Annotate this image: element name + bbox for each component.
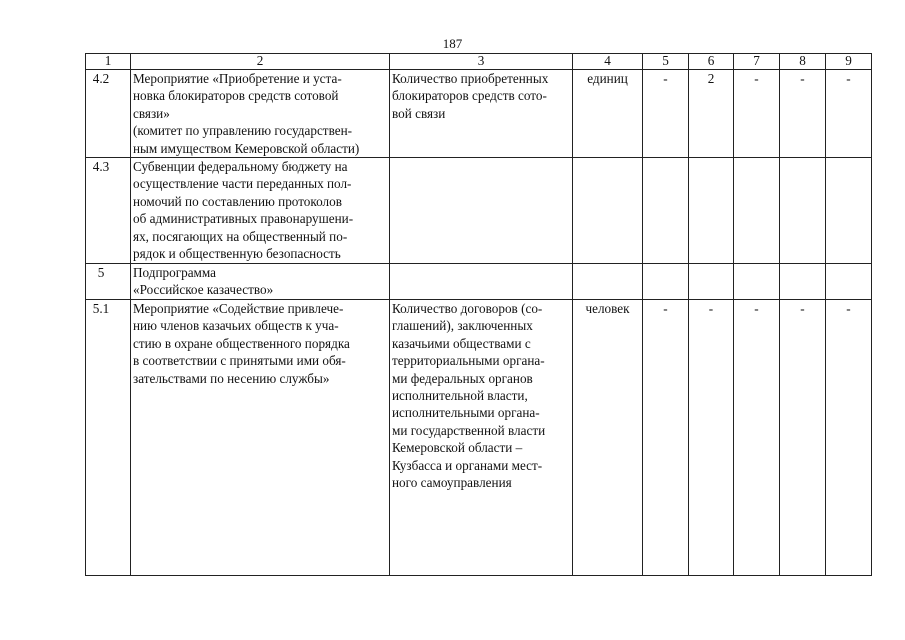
value-col5: - bbox=[643, 70, 689, 158]
indicator-description bbox=[390, 264, 573, 300]
value-col6 bbox=[689, 158, 734, 264]
unit-cell: единиц bbox=[573, 70, 643, 158]
header-cell-8: 8 bbox=[780, 54, 826, 70]
indicators-table bbox=[85, 53, 872, 576]
value-col9: - bbox=[826, 300, 872, 576]
header-cell-4: 4 bbox=[573, 54, 643, 70]
value-col5 bbox=[643, 264, 689, 300]
header-cell-5: 5 bbox=[643, 54, 689, 70]
measure-description: Мероприятие «Приобретение и уста- новка блокираторов средств сотовой связи» (комитет по управлению государствен- ным имуществом Кемеровской области) bbox=[131, 70, 390, 158]
header-row bbox=[86, 54, 872, 70]
measure-description: Субвенции федеральному бюджету на осуществление части переданных пол- номочий по составлению протоколов об административных правонарушени- ях, посягающих на общественный по- рядок и общественную безопасность bbox=[131, 158, 390, 264]
value-col9 bbox=[826, 264, 872, 300]
value-col5: - bbox=[643, 300, 689, 576]
header-cell-3: 3 bbox=[390, 54, 573, 70]
table-row bbox=[86, 264, 872, 300]
indicator-description: Количество договоров (со- глашений), заключенных казачьими обществами с территориальными органа- ми федеральных органов исполнительной власти, исполнительными органа- ми государственной власти Кемеровской области – Кузбасса и органами мест- ного самоуправления bbox=[390, 300, 573, 576]
page-number: 187 bbox=[442, 36, 463, 51]
value-col6: - bbox=[689, 300, 734, 576]
value-col8 bbox=[780, 158, 826, 264]
value-col7 bbox=[734, 264, 780, 300]
value-col6: 2 bbox=[689, 70, 734, 158]
header-cell-9: 9 bbox=[826, 54, 872, 70]
header-cell-1: 1 bbox=[86, 54, 131, 70]
header-cell-2: 2 bbox=[131, 54, 390, 70]
row-number: 4.2 bbox=[86, 70, 131, 158]
table-row bbox=[86, 158, 872, 264]
subprogram-title: Подпрограмма «Российское казачество» bbox=[131, 264, 390, 300]
value-col8: - bbox=[780, 70, 826, 158]
value-col7 bbox=[734, 158, 780, 264]
measure-description: Мероприятие «Содействие привлече- нию членов казачьих обществ к уча- стию в охране общественного порядка в соответствии с принятыми ими обя- зательствами по несению службы» bbox=[131, 300, 390, 576]
row-number: 4.3 bbox=[86, 158, 131, 264]
table-row bbox=[86, 70, 872, 158]
header-cell-6: 6 bbox=[689, 54, 734, 70]
row-number: 5.1 bbox=[86, 300, 131, 576]
value-col7: - bbox=[734, 300, 780, 576]
indicator-description bbox=[390, 158, 573, 264]
value-col9: - bbox=[826, 70, 872, 158]
unit-cell bbox=[573, 264, 643, 300]
row-number: 5 bbox=[86, 264, 131, 300]
value-col8: - bbox=[780, 300, 826, 576]
table-row bbox=[86, 300, 872, 576]
indicator-description: Количество приобретенных блокираторов средств сото- вой связи bbox=[390, 70, 573, 158]
value-col5 bbox=[643, 158, 689, 264]
unit-cell bbox=[573, 158, 643, 264]
header-cell-7: 7 bbox=[734, 54, 780, 70]
value-col7: - bbox=[734, 70, 780, 158]
value-col9 bbox=[826, 158, 872, 264]
unit-cell: человек bbox=[573, 300, 643, 576]
value-col6 bbox=[689, 264, 734, 300]
value-col8 bbox=[780, 264, 826, 300]
